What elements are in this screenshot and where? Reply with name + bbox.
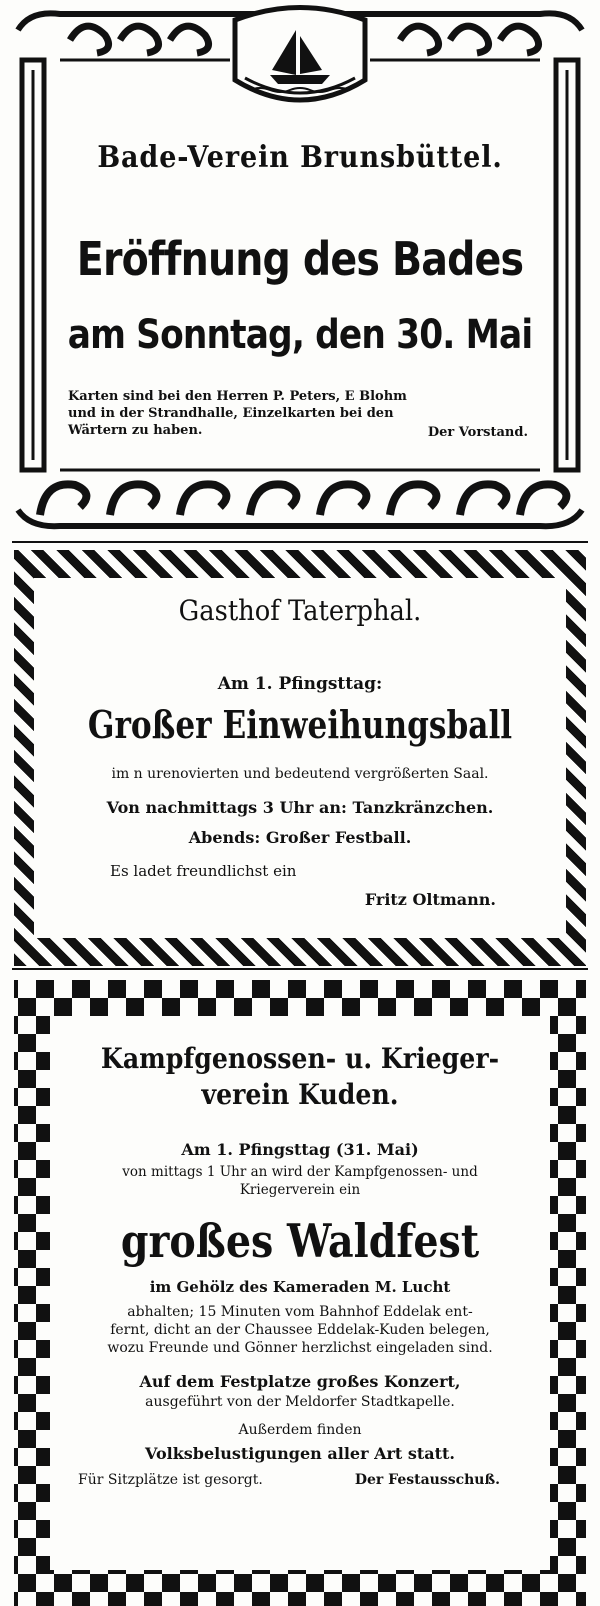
ad-bade-verein (0, 0, 600, 540)
ad2-invite: Es ladet freundlichst ein (110, 862, 297, 880)
ad3-heading-line2: verein Kuden. (201, 1078, 399, 1111)
ad2-line1: Von nachmittags 3 Uhr an: Tanzkränzchen. (106, 798, 494, 817)
ad3-title: großes Waldfest (120, 1214, 480, 1268)
ad3-detail-line2: fernt, dicht an der Chaussee Eddelak-Kuden belegen, (110, 1322, 490, 1338)
ad1-signature: Der Vorstand. (427, 425, 528, 440)
ad3-concert-line2: ausgeführt von der Meldorfer Stadtkapelle. (145, 1394, 455, 1410)
ad2-occasion: Am 1. Pfingsttag: (217, 674, 383, 694)
ad3-amusement: Volksbelustigungen aller Art statt. (145, 1444, 455, 1463)
ad3-also: Außerdem finden (238, 1422, 362, 1438)
ad1-body-line: und in der Strandhalle, Einzelkarten bei den (68, 406, 394, 421)
ad3-signature: Der Festausschuß. (354, 1472, 500, 1488)
ad3-heading-line1: Kampfgenossen- u. Krieger- (100, 1042, 500, 1075)
ad1-title-line1: Eröffnung des Bades (76, 232, 524, 286)
ad2-title: Großer Einweihungsball (87, 702, 513, 747)
ad2-line2: Abends: Großer Festball. (188, 828, 412, 847)
ad3-intro-line2: Kriegerverein ein (239, 1182, 361, 1198)
ad3-seating: Für Sitzplätze ist gesorgt. (78, 1472, 263, 1488)
ad2-subtitle: im n urenovierten und bedeutend vergrößerten Saal. (111, 766, 489, 782)
ad2-panel (34, 578, 566, 938)
ad3-detail-line3: wozu Freunde und Gönner herzlichst eingeladen sind. (107, 1340, 493, 1356)
divider-line (12, 968, 588, 970)
ad-kriegerverein-kuden (0, 980, 600, 1606)
ad3-concert-line1: Auf dem Festplatze großes Konzert, (139, 1372, 461, 1391)
divider-line (12, 541, 588, 543)
ad3-date: Am 1. Pfingsttag (31. Mai) (181, 1140, 419, 1159)
ad2-heading: Gasthof Taterphal. (178, 594, 422, 627)
ad1-body-line: Wärtern zu haben. (68, 423, 203, 438)
ad1-title-line2: am Sonntag, den 30. Mai (67, 312, 533, 358)
ad3-location: im Gehölz des Kameraden M. Lucht (149, 1278, 451, 1296)
ad1-body-line: Karten sind bei den Herren P. Peters, E Blohm (68, 389, 407, 404)
ad-gasthof-taterphal (0, 550, 600, 966)
ad1-heading: Bade-Verein Brunsbüttel. (97, 140, 503, 175)
ad3-intro-line1: von mittags 1 Uhr an wird der Kampfgenossen- und (122, 1164, 478, 1180)
ad2-signature: Fritz Oltmann. (364, 890, 496, 909)
ad3-detail-line1: abhalten; 15 Minuten vom Bahnhof Eddelak ent- (127, 1304, 473, 1320)
